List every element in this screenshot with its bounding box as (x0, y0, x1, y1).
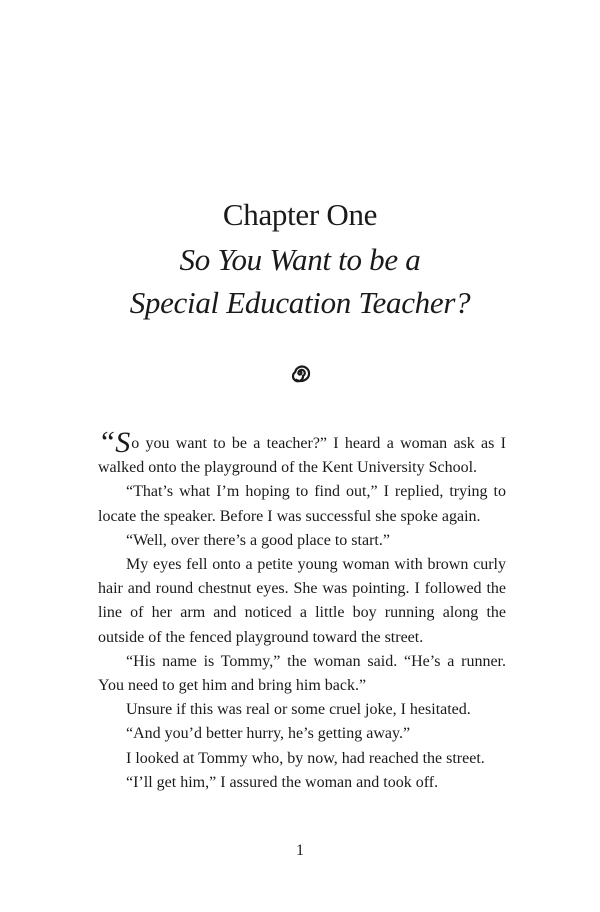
opening-paragraph-text: o you want to be a teacher?” I heard a woman ask as I walked onto the playground of the Kent University School. (98, 435, 506, 477)
paragraph: “And you’d better hurry, he’s getting away.” (126, 725, 411, 743)
paragraph: Unsure if this was real or some cruel joke, I hesitated. (126, 701, 471, 719)
spiral-ornament-icon (287, 360, 313, 386)
chapter-body-text (98, 424, 506, 795)
initial-letter: S (115, 426, 131, 459)
paragraph: “His name is Tommy,” the woman said. “He’s a runner. You need to get him and bring him back.” (98, 652, 506, 695)
chapter-title (0, 238, 600, 324)
paragraph: “Well, over there’s a good place to start.” (126, 531, 390, 549)
paragraph: “I’ll get him,” I assured the woman and took off. (126, 773, 439, 791)
chapter-title-line-2: Special Education Teacher? (129, 285, 471, 320)
paragraph: I looked at Tommy who, by now, had reached the street. (126, 749, 485, 767)
paragraph: “That’s what I’m hoping to find out,” I replied, trying to locate the speaker. Before I was successful she spoke again. (98, 483, 506, 525)
opening-paragraph (98, 424, 506, 480)
page-number: 1 (296, 842, 304, 859)
chapter-title-line-1: So You Want to be a (179, 242, 421, 277)
opening-quote-mark: “ (98, 424, 116, 459)
chapter-number: Chapter One (222, 197, 378, 232)
paragraph: My eyes fell onto a petite young woman with brown curly hair and round chestnut eyes. She was pointing. I followed the line of her arm and noticed a little boy running along the outside of the fenced playground toward the street. (98, 556, 506, 646)
